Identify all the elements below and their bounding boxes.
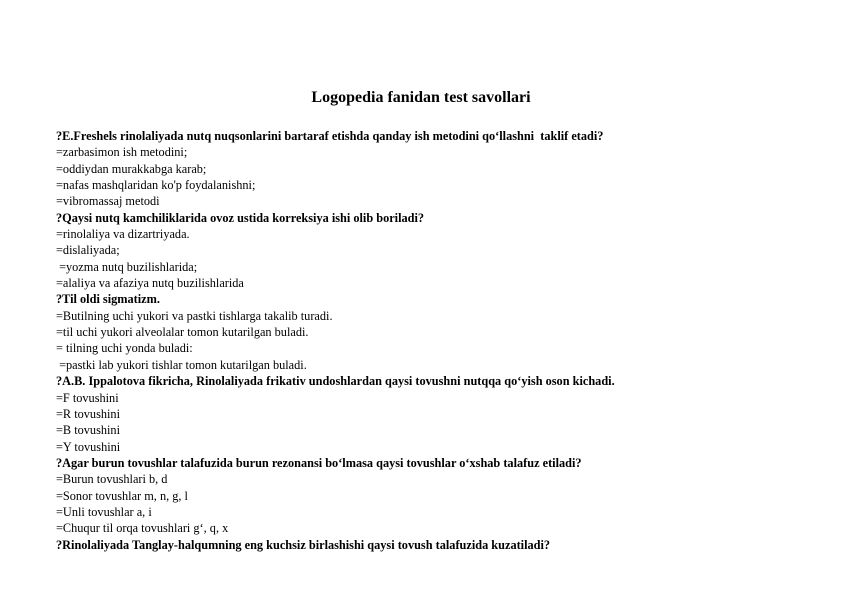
answer-option: =oddiydan murakkabga karab; (56, 161, 207, 176)
answer-option: =zarbasimon ish metodini; (56, 145, 188, 160)
question-text: ?E.Freshels rinolaliyada nutq nuqsonlarini bartaraf etishda qanday ish metodini qo‘llashni taklif etadi? (56, 129, 604, 143)
answer-option: =Chuqur til orqa tovushlari g‘, q, x (56, 521, 229, 536)
answer-option: =rinolaliya va dizartriyada. (56, 227, 190, 242)
answer-option: =vibromassaj metodi (56, 194, 160, 209)
answer-option: = tilning uchi yonda buladi: (56, 341, 193, 356)
question-list (56, 128, 816, 553)
answer-option: =Unli tovushlar a, i (56, 504, 152, 519)
answer-option: =B tovushini (56, 423, 120, 438)
answer-option: =nafas mashqlaridan ko'p foydalanishni; (56, 178, 256, 193)
answer-option: =pastki lab yukori tishlar tomon kutarilgan buladi. (56, 357, 307, 372)
answer-option: =Butilning uchi yukori va pastki tishlarga takalib turadi. (56, 308, 333, 323)
answer-option: =Burun tovushlari b, d (56, 472, 168, 487)
question-text: ?Rinolaliyada Tanglay-halqumning eng kuchsiz birlashishi qaysi tovush talafuzida kuzatiladi? (56, 537, 551, 552)
document-title: Logopedia fanidan test savollari (311, 89, 531, 106)
answer-option: =Y tovushini (56, 439, 121, 454)
answer-option: =dislaliyada; (56, 243, 120, 258)
answer-option: =til uchi yukori alveolalar tomon kutarilgan buladi. (56, 325, 309, 340)
answer-option: =Sonor tovushlar m, n, g, l (56, 488, 188, 503)
answer-option: =alaliya va afaziya nutq buzilishlarida (56, 276, 244, 291)
question-text: ?A.B. Ippalotova fikricha, Rinolaliyada frikativ undoshlardan qaysi tovushni nutqqa qo‘yish oson kichadi. (56, 374, 615, 389)
question-text: ?Agar burun tovushlar talafuzida burun rezonansi bo‘lmasa qaysi tovushlar o‘xshab talafuz etiladi? (56, 455, 582, 470)
answer-option: =F tovushini (56, 390, 119, 405)
question-text: ?Til oldi sigmatizm. (56, 292, 160, 307)
answer-option: =yozma nutq buzilishlarida; (56, 259, 198, 274)
question-text: ?Qaysi nutq kamchiliklarida ovoz ustida korreksiya ishi olib boriladi? (56, 210, 425, 225)
answer-option: =R tovushini (56, 406, 120, 421)
